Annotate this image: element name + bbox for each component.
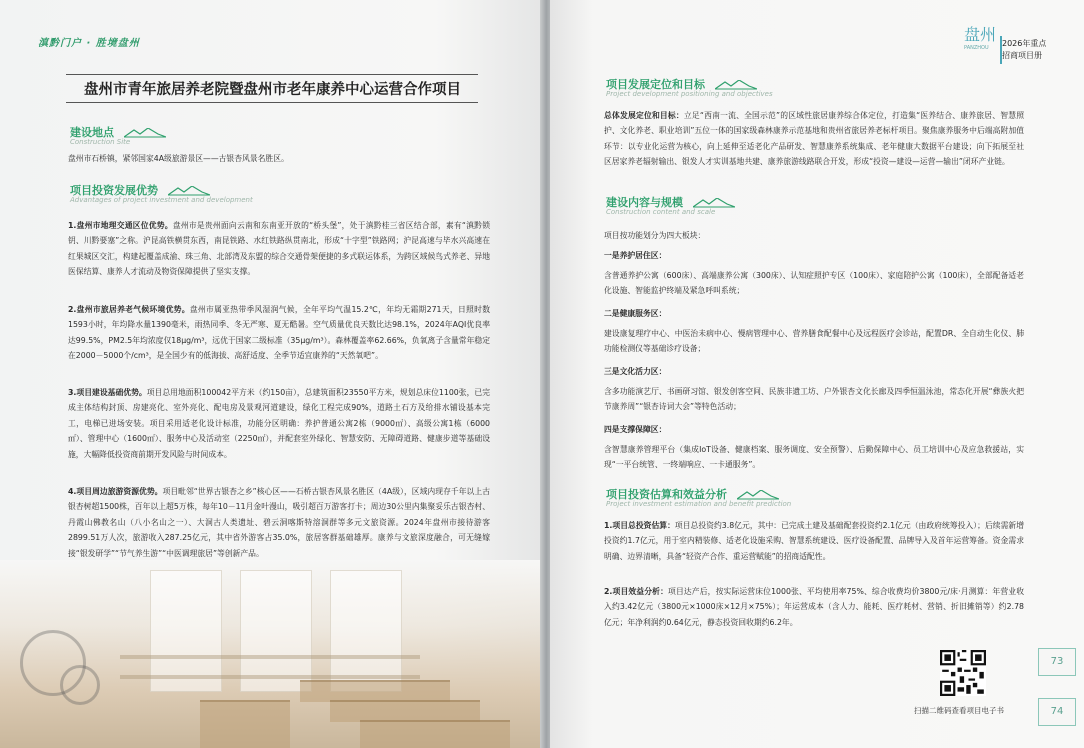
mountain-icon	[737, 490, 779, 500]
advantages-heading: 项目投资发展优势 Advantages of project investment and development	[70, 184, 253, 204]
title-rule-top	[66, 74, 478, 75]
positioning-text: 总体发展定位和目标：立足“西南一流、全国示范”的区域性旅居康养综合体定位，打造集“医养结合、康养旅居、智慧照护、文化养老、职业培训”五位一体的国家级森林康养示范基地和贵州省旅居养老标杆项目。聚焦康养服务中后端高附加值环节：以专业化运营为核心，向上延伸至适老化产品研发、智慧康养系统集成、老年健康大数据平台建设；向下拓展至社区居家养老辐射输出、银发人才实训基地共建、康养旅游线路联合开发，形成“投资—建设—运营—输出”闭环产业链。	[604, 111, 1024, 167]
estimate-heading: 项目投资估算和效益分析 Project investment estimation and benefit prediction	[606, 488, 792, 508]
panzhou-logo-icon: 盘州 PANZHOU	[964, 25, 997, 51]
series-tagline: 滇黔门户 · 胜境盘州	[38, 38, 140, 49]
logo-year: 2026年重点	[1002, 39, 1047, 48]
positioning-heading: 项目发展定位和目标 Project development positioning and objectives	[606, 78, 773, 98]
page-number-74: 74	[1038, 698, 1076, 726]
brochure-logo	[964, 22, 1054, 66]
block2-title: 二是健康服务区：	[604, 309, 667, 318]
estimate-paragraph-1: 1.项目总投资估算：项目总投资约3.8亿元，其中：已完成土建及基础配套投资约2.1亿元（由政府统筹投入）；后续需新增投资约1.7亿元，用于室内精装修、适老化设施采购、智慧系统建设、医疗设备配置、品牌导入及首年运营筹备。资金需求明确、边界清晰，具备“轻资产合作、重运营赋能”的招商适配性。	[604, 521, 1024, 561]
block2-text: 建设康复理疗中心、中医治未病中心、慢病管理中心、营养膳食配餐中心及远程医疗会诊站，配置DR、全自动生化仪、肺功能检测仪等基础诊疗设备；	[604, 329, 1024, 354]
site-text: 盘州市石桥镇，紧邻国家4A级旅游景区——古银杏风景名胜区。	[68, 154, 289, 163]
site-heading: 建设地点 Construction Site	[70, 124, 166, 140]
estimate-paragraph-2: 2.项目效益分析：项目达产后，按实际运营床位1000张、平均使用率75%、综合收费均价3800元/床·月测算：年营业收入约3.42亿元（3800元×1000床×12月×75%）；年运营成本（含人力、能耗、医疗耗材、营销、折旧摊销等）约2.78亿元；年净利润约0.64亿元，静态投资回收期约6.2年。	[604, 587, 1024, 627]
mountain-icon	[693, 198, 735, 208]
block4-title: 四是支撑保障区：	[604, 425, 667, 434]
advantage-paragraph-3: 3.项目建设基础优势。项目总用地面积100042平方米（约150亩），总建筑面积23550平方米，规划总床位1100张，已完成主体结构封顶、房建亮化、室外亮化、配电房及景观河道建设，绿化工程完成90%，道路土石方及给排水铺设基本完工，电梯已进场安装。项目采用适老化设计标准，功能分区明确：养护普通公寓2栋（9000㎡）、高级公寓1栋（6000㎡）、管理中心（1600㎡）、服务中心及活动室（2250㎡），并配套室外绿化、智慧安防、无障碍道路、健康步道等基础设施，大幅降低投资商前期开发风险与时间成本。	[68, 388, 491, 459]
block3-title: 三是文化活力区：	[604, 367, 667, 376]
advantage-paragraph-2: 2.盘州市旅居养老气候环境优势。盘州市属亚热带季风湿润气候，全年平均气温15.2℃，年均无霜期271天，日照时数1593小时，年均降水量1390毫米，雨热同季、冬无严寒、夏无酷暑。空气质量优良天数比达98.1%，2024年AQI优良率达99.5%，PM2.5年均浓度仅18μg/m³，远优于国家二级标准（35μg/m³）。森林覆盖率62.66%，负氧离子含量常年稳定在2000－5000个/cm³，是全国少有的低海拔、高舒适度、全季节适宜康养的“天然氧吧”。	[68, 305, 491, 361]
rehab-room-photo	[0, 560, 545, 748]
block3-text: 含多功能演艺厅、书画研习馆、银发创客空间、民族非遗工坊、户外银杏文化长廊及四季恒温泳池，常态化开展“彝族火把节康养周”“银杏诗词大会”等特色活动；	[604, 387, 1024, 412]
scale-heading: 建设内容与规模 Construction content and scale	[606, 194, 735, 210]
page-number-73: 73	[1038, 648, 1076, 676]
right-page	[550, 0, 1084, 748]
mountain-icon	[168, 186, 210, 196]
advantage-paragraph-4: 4.项目周边旅游资源优势。项目毗邻“世界古银杏之乡”核心区——石桥古银杏风景名胜区（4A级），区域内现存千年以上古银杏树超1500株，百年以上超5万株，每年10－11月金叶漫山，吸引超百万游客打卡；周边30公里内集聚妥乐古银杏村、丹霞山佛教名山（八小名山之一）、大洞古人类遗址、碧云洞喀斯特溶洞群等多元文旅资源。2024年盘州市接待游客2899.51万人次，旅游收入287.25亿元，其中省外游客占35.0%，旅居客群基础雄厚。康养与文旅深度融合，可无缝嫁接“银发研学”“节气养生游”“中医调理旅居”等创新产品。	[68, 487, 490, 558]
title-rule-bottom	[66, 102, 478, 103]
scale-intro: 项目按功能划分为四大板块：	[604, 231, 706, 240]
mountain-icon	[124, 128, 166, 138]
block1-title: 一是养护居住区：	[604, 251, 667, 260]
block4-text: 含智慧康养管理平台（集成IoT设备、健康档案、服务调度、安全预警）、后勤保障中心、员工培训中心及应急救援站，实现“一平台统管、一终端响应、一卡通服务”。	[604, 445, 1024, 470]
mountain-icon	[715, 80, 757, 90]
advantage-paragraph-1: 1.盘州市地理交通区位优势。盘州市是贵州面向云南和东南亚开放的“桥头堡”，处于滇黔桂三省区结合部，素有“滇黔锁钥、川黔要塞”之称。沪昆高铁横贯东西，南昆铁路、水红铁路纵贯南北，形成“十字型”铁路网；沪昆高速与毕水兴高速在红果城区交汇，构建起覆盖成渝、珠三角、北部湾及东盟的综合交通骨架便捷的多式联运体系，为跨区域候鸟式养老、异地医保结算、康养人才流动及物资保障提供了坚实支撑。	[68, 221, 490, 277]
qr-caption: 扫描二维码查看项目电子书	[914, 706, 1004, 715]
logo-book: 招商项目册	[1002, 51, 1042, 60]
block1-text: 含普通养护公寓（600床）、高端康养公寓（300床）、认知症照护专区（100床）、家庭陪护公寓（100床），全部配备适老化设施、智能监护终端及紧急呼叫系统；	[604, 271, 1024, 296]
qr-code-icon[interactable]	[940, 650, 986, 696]
project-title: 盘州市青年旅居养老院暨盘州市老年康养中心运营合作项目	[84, 81, 461, 98]
